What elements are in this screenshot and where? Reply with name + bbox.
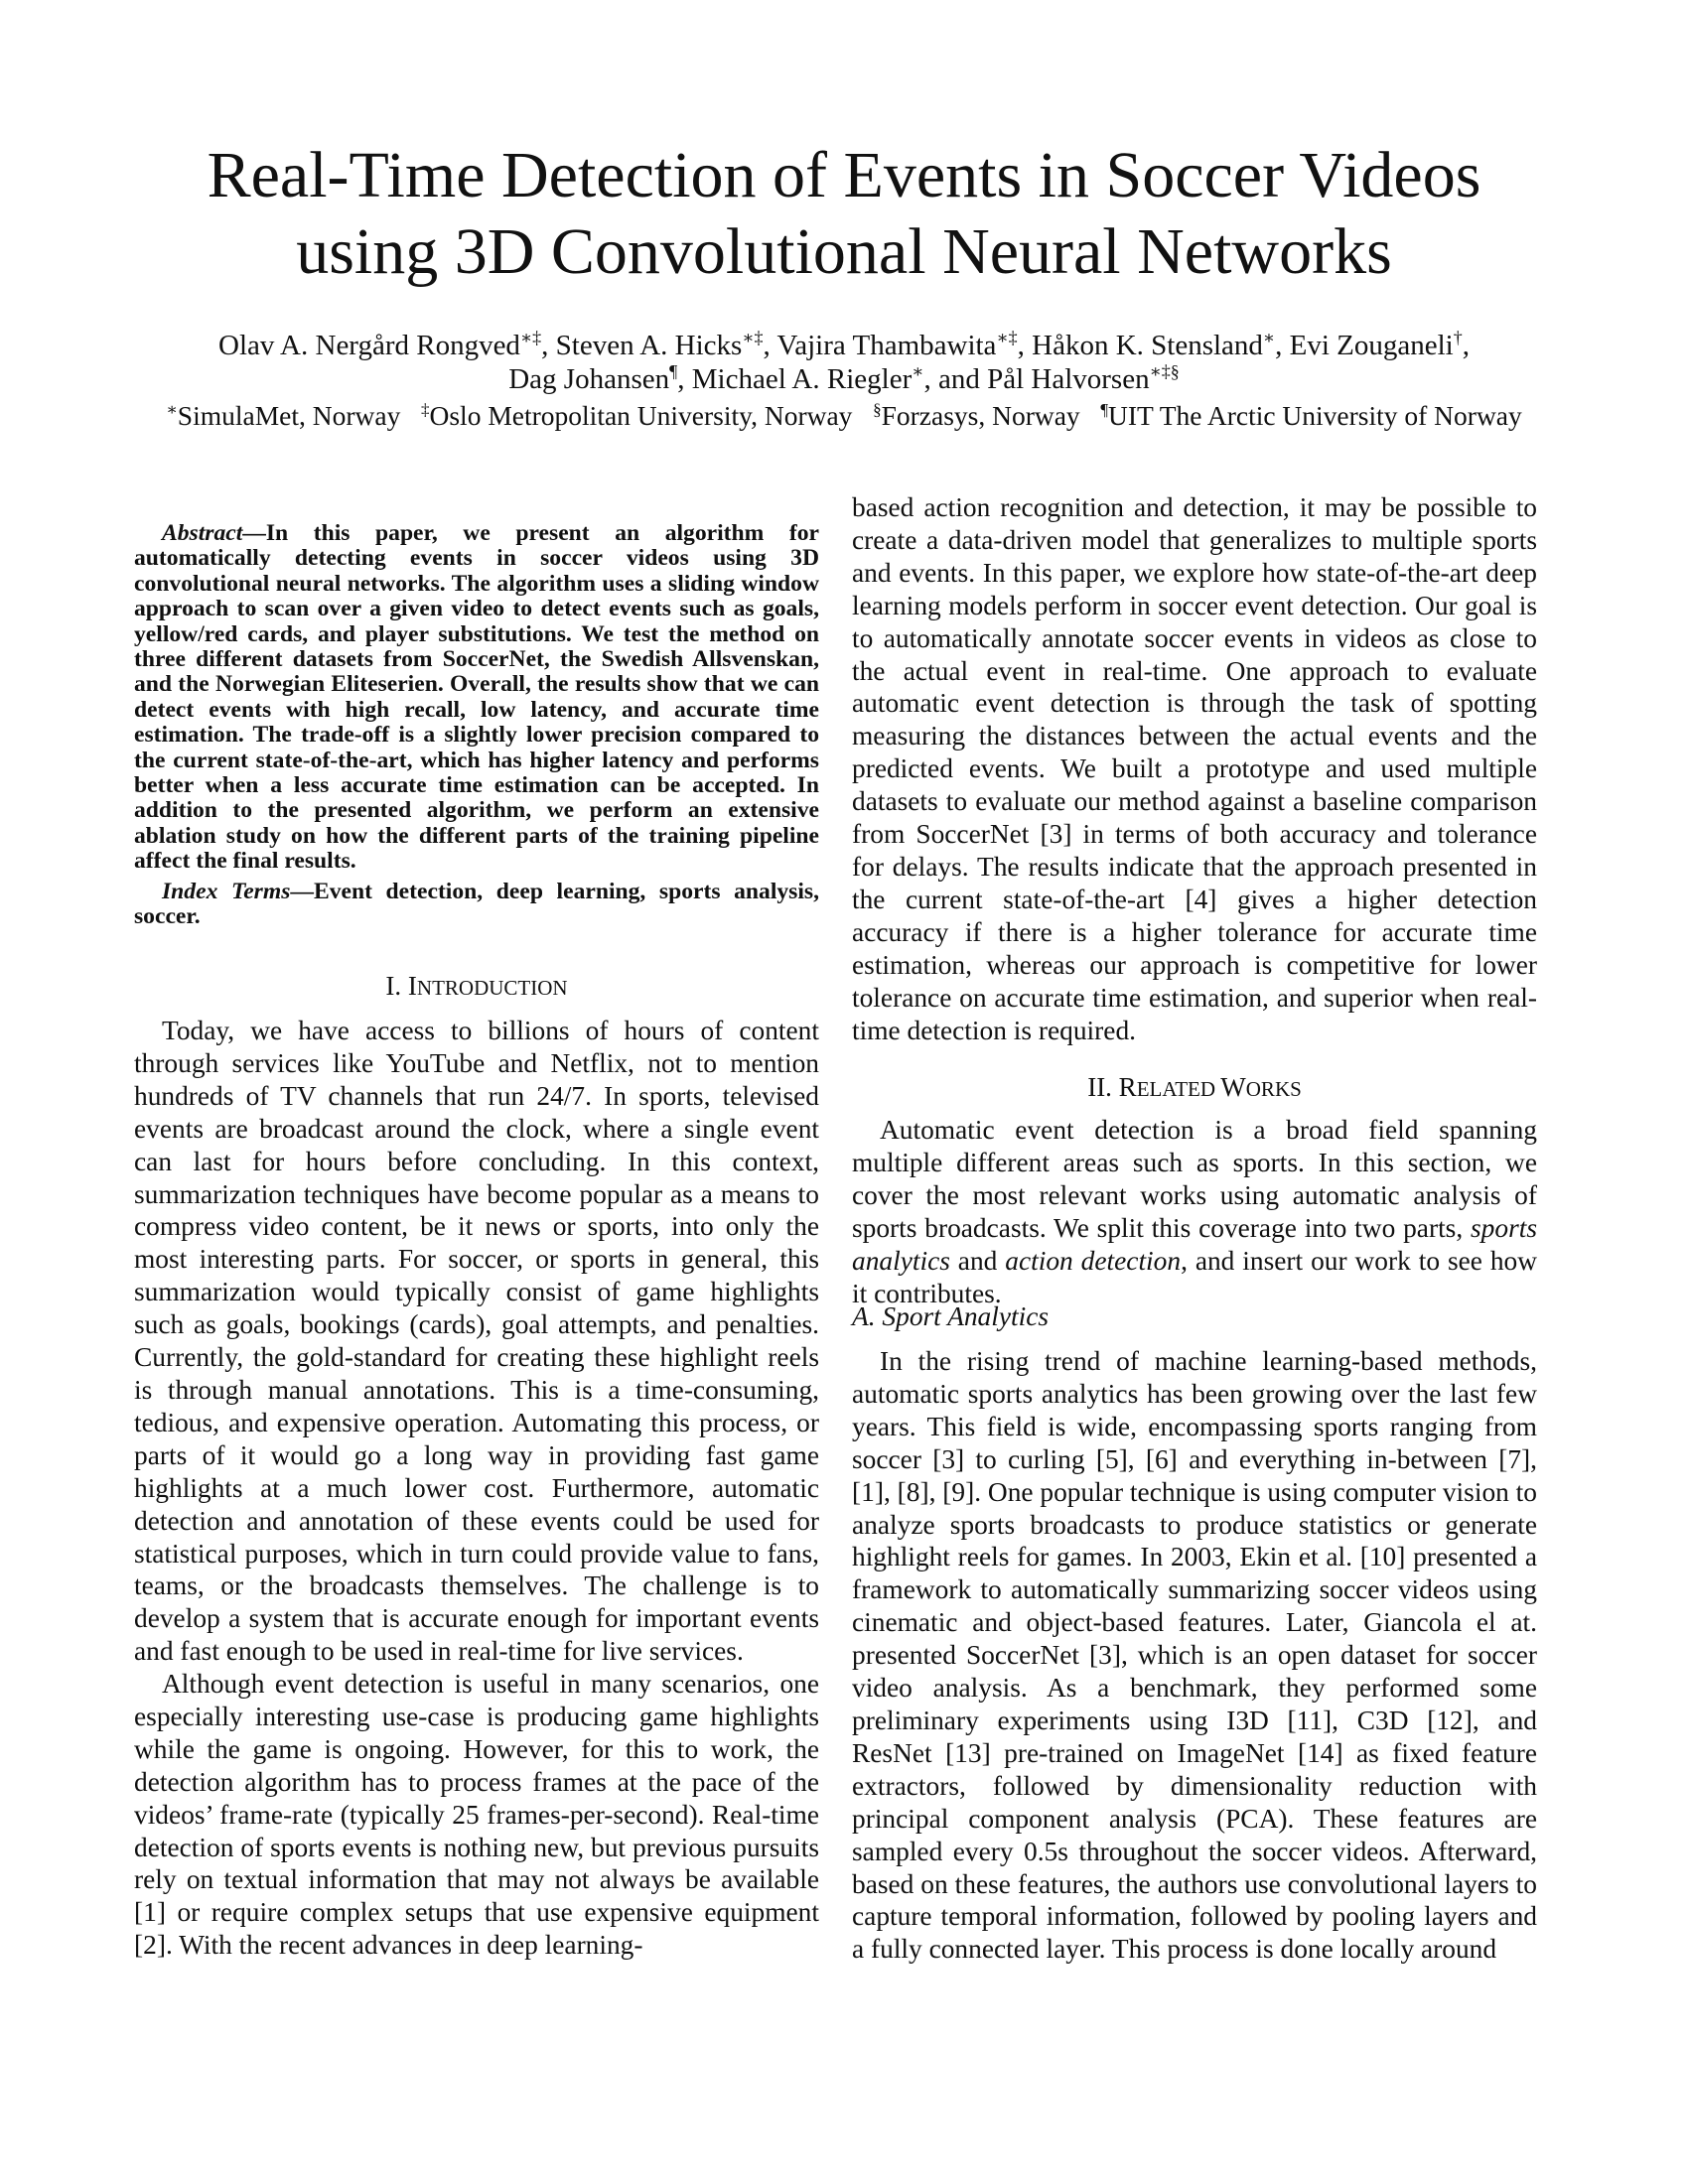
author: Michael A. Riegler∗, and xyxy=(691,361,988,395)
author: Dag Johansen¶, xyxy=(508,361,692,395)
affiliation: ∗SimulaMet, Norway xyxy=(166,399,401,431)
author: Vajira Thambawita∗‡, xyxy=(776,328,1033,361)
title-line-2: using 3D Convolutional Neural Networks xyxy=(296,215,1392,288)
author: Pål Halvorsen∗‡§ xyxy=(987,361,1180,395)
affiliation: §Forzasys, Norway xyxy=(873,399,1080,431)
index-terms: Index Terms—Event detection, deep learning, sports analysis, soccer. xyxy=(134,879,819,930)
section-heading-related-works: II. RELATED WORKS xyxy=(1087,1072,1302,1102)
author: Olav A. Nergård Rongved∗‡, xyxy=(218,328,556,361)
author: Evi Zouganeli†, xyxy=(1289,328,1470,361)
affiliations xyxy=(99,399,1589,432)
paper-title xyxy=(99,137,1589,290)
abstract: Abstract—In this paper, we present an algorithm for automatically detecting events in soccer videos using 3D convolutional neural networks. The algorithm uses a sliding window approach to scan over a given video to detect events such as goals, yellow/red cards, and player substitutions. We test the method on three different datasets from SoccerNet, the Swedish Allsvenskan, and the Norwegian Eliteserien. Overall, the results show that we can detect events with high recall, low latency, and accurate time estimation. The trade-off is a slightly lower precision compared to the current state-of-the-art, which has higher latency and performs better when a less accurate time estimation can be accepted. In addition to the presented algorithm, we perform an extensive ablation study on how the different parts of the training pipeline affect the final results. xyxy=(134,520,819,875)
author: Håkon K. Stensland∗, xyxy=(1032,328,1290,361)
title-line-1: Real-Time Detection of Events in Soccer Videos xyxy=(207,139,1481,211)
authors-line-1 xyxy=(99,330,1589,362)
intro-paragraph-2: Although event detection is useful in many scenarios, one especially interesting use-case is producing game highlights while the game is ongoing. However, for this to work, the detection algorithm has to process frames at the pace of the videos’ frame-rate (typically 25 frames-per-second). Real-time detection of sports events is nothing new, but previous pursuits rely on textual information that may not always be available [1] or require complex setups that use expensive equipment [2]. With the recent advances in deep learning- xyxy=(134,1669,819,1961)
intro-paragraph-1: Today, we have access to billions of hours of content through services like YouTube and Netflix, not to mention hundreds of TV channels that run 24/7. In sports, televised events are broadcast around the clock, where a single event can last for hours before concluding. In this context, summarization techniques have become popular as a means to compress video content, be it news or sports, into only the most interesting parts. For soccer, or sports in general, this summarization would typically consist of game highlights such as goals, bookings (cards), goal attempts, and penalties. Currently, the gold-standard for creating these highlight reels is through manual annotations. This is a time-consuming, tedious, and expensive operation. Automating this process, or parts of it would go a long way in providing fast game highlights at a much lower cost. Furthermore, automatic detection and annotation of these events could be used for statistical purposes, which in turn could provide value to fans, teams, or the broadcasts themselves. The challenge is to develop a system that is accurate enough for important events and fast enough to be used in real-time for live services. xyxy=(134,1016,819,1667)
subsection-heading-sport-analytics: A. Sport Analytics xyxy=(852,1301,1050,1331)
author: Steven A. Hicks∗‡, xyxy=(555,328,777,361)
related-paragraph-1: Automatic event detection is a broad field spanning multiple different areas such as sports. In this section, we cover the most relevant works using automatic analysis of sports broadcasts. We split this coverage into two parts, sports analytics and action detection, and insert our work to see how it contributes. xyxy=(852,1115,1538,1308)
related-paragraph-2: In the rising trend of machine learning-based methods, automatic sports analytics has been growing over the last few years. This field is wide, encompassing sports ranging from soccer [3] to curling [5], [6] and everything in-between [7], [1], [8], [9]. One popular technique is using computer vision to analyze sports broadcasts to produce statistics or generate highlight reels for games. In 2003, Ekin et al. [10] presented a framework to automatically summarizing soccer videos using cinematic and object-based features. Later, Giancola el at. presented SoccerNet [3], which is an open dataset for soccer video analysis. As a benchmark, they performed some preliminary experiments using I3D [11], C3D [12], and ResNet [13] pre-trained on ImageNet [14] as fixed feature extractors, followed by dimensionality reduction with principal component analysis (PCA). These features are sampled every 0.5s throughout the soccer videos. Afterward, based on these features, the authors use convolutional layers to capture temporal information, followed by pooling layers and a fully connected layer. This process is done locally around xyxy=(852,1346,1537,1965)
authors-line-2 xyxy=(99,363,1589,396)
section-heading-introduction: I. INTRODUCTION xyxy=(385,971,568,1001)
intro-paragraph-2-continued: based action recognition and detection, it may be possible to create a data-driven model that generalizes to multiple sports and events. In this paper, we explore how state-of-the-art deep learning models perform in soccer event detection. Our goal is to automatically annotate soccer events in videos as close to the actual event in real-time. One approach to evaluate automatic event detection is through the task of spotting measuring the distances between the actual events and the predicted events. We built a prototype and used multiple datasets to evaluate our method against a baseline comparison from SoccerNet [3] in terms of both accuracy and tolerance for delays. The results indicate that the approach presented in the current state-of-the-art [4] gives a higher detection accuracy if there is a higher tolerance for accurate time estimation, whereas our approach is competitive for lower tolerance on accurate time estimation, and superior when real-time detection is required. xyxy=(852,492,1537,1045)
affiliation: ‡Oslo Metropolitan University, Norway xyxy=(420,399,853,431)
affiliation: ¶UIT The Arctic University of Norway xyxy=(1100,399,1522,431)
